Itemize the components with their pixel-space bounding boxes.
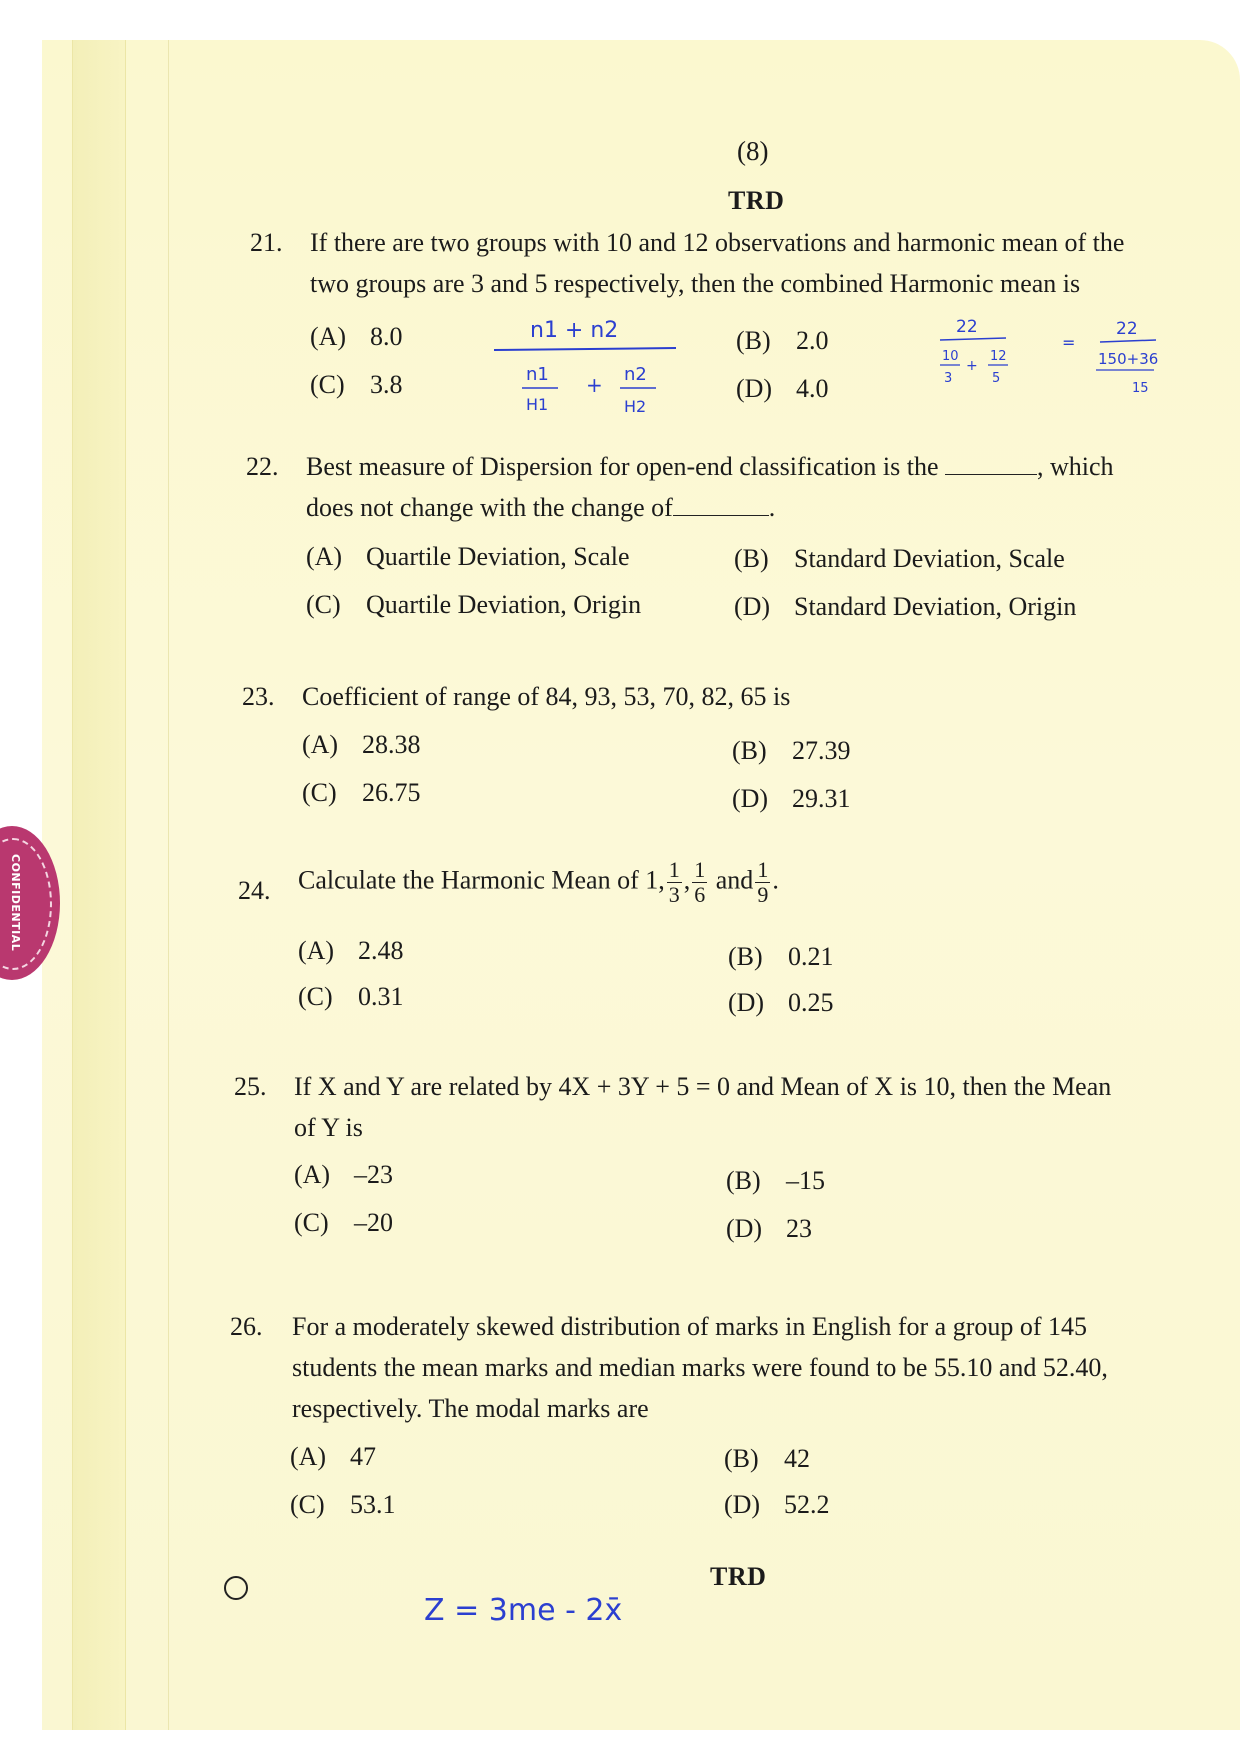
option-letter: (C): [290, 1490, 325, 1519]
option-letter: (D): [724, 1490, 761, 1519]
option-b[interactable]: [724, 1438, 810, 1479]
option-a[interactable]: [302, 724, 421, 765]
option-letter: (B): [736, 326, 771, 355]
stem-text: , which: [1037, 452, 1114, 481]
option-letter: (D): [726, 1214, 763, 1243]
option-b[interactable]: [736, 320, 829, 361]
option-letter: (A): [310, 322, 347, 351]
option-letter: (B): [732, 736, 767, 765]
option-d[interactable]: [724, 1484, 830, 1525]
option-text: 4.0: [796, 374, 829, 403]
option-letter: (C): [310, 370, 345, 399]
question-stem: [298, 858, 1228, 907]
stem-line: students the mean marks and median marks were found to be 55.10 and 52.40,: [292, 1353, 1108, 1382]
question-stem: [310, 222, 1240, 304]
option-c[interactable]: [302, 772, 421, 813]
hw-term: 5: [992, 371, 1001, 386]
option-d[interactable]: [734, 586, 1076, 627]
fraction-denominator: 9: [757, 882, 769, 907]
option-text: 29.31: [792, 784, 851, 813]
stem-line: Coefficient of range of 84, 93, 53, 70, 82, 65 is: [302, 682, 791, 711]
answer-blank: [673, 489, 769, 516]
option-letter: (C): [306, 590, 341, 619]
option-text: 0.21: [788, 942, 834, 971]
option-letter: (B): [724, 1444, 759, 1473]
stem-text: does not change with the change of: [306, 493, 673, 522]
option-d[interactable]: [726, 1208, 812, 1249]
paper-code-bottom: TRD: [710, 1562, 767, 1591]
option-letter: (A): [302, 730, 339, 759]
option-c[interactable]: [306, 584, 641, 625]
option-text: 53.1: [350, 1490, 396, 1519]
option-a[interactable]: [290, 1436, 376, 1477]
handwritten-formula: [480, 310, 690, 420]
stem-text: Best measure of Dispersion for open-end classification is the: [306, 452, 939, 481]
option-letter: (B): [728, 942, 763, 971]
fraction: [692, 858, 707, 907]
stem-text: .: [772, 865, 779, 895]
option-text: 0.31: [358, 982, 404, 1011]
stem-text: Calculate the Harmonic Mean of 1,: [298, 865, 665, 895]
circle-mark: [224, 1576, 248, 1600]
hw-plus: +: [966, 358, 978, 374]
question-stem: [294, 1066, 1224, 1148]
option-b[interactable]: [734, 538, 1065, 579]
hw-term: 15: [1132, 381, 1149, 396]
option-letter: (B): [734, 544, 769, 573]
question-number: 24.: [238, 876, 271, 905]
option-letter: (D): [734, 592, 771, 621]
option-text: 47: [350, 1442, 376, 1471]
page-number: (8): [737, 136, 769, 166]
option-b[interactable]: [726, 1160, 825, 1201]
option-d[interactable]: [728, 982, 834, 1023]
option-d[interactable]: [732, 778, 851, 819]
option-text: 27.39: [792, 736, 851, 765]
option-d[interactable]: [736, 368, 829, 409]
question-stem: [292, 1306, 1222, 1429]
option-text: Standard Deviation, Origin: [794, 592, 1077, 621]
stem-line: For a moderately skewed distribution of marks in English for a group of 145: [292, 1312, 1088, 1341]
hw-term: 12: [990, 349, 1007, 364]
hw-equals: =: [1062, 333, 1076, 352]
option-text: 0.25: [788, 988, 834, 1017]
stem-line: [306, 487, 1236, 528]
stem-text: and: [715, 865, 754, 895]
hw-numerator: n1 + n2: [530, 318, 619, 343]
option-letter: (D): [728, 988, 765, 1017]
option-text: 8.0: [370, 322, 403, 351]
question-number: 21.: [250, 228, 283, 257]
hw-term: n1: [526, 364, 549, 385]
option-text: 52.2: [784, 1490, 830, 1519]
option-letter: (C): [298, 982, 333, 1011]
option-text: –20: [354, 1208, 393, 1237]
option-c[interactable]: [298, 976, 404, 1017]
question-number: 22.: [246, 452, 279, 481]
option-a[interactable]: [310, 316, 403, 357]
handwritten-note: [420, 1584, 680, 1634]
answer-blank: [945, 448, 1037, 475]
stem-line: respectively. The modal marks are: [292, 1394, 649, 1423]
margin-strip: [72, 40, 126, 1730]
stem-line: of Y is: [294, 1113, 363, 1142]
fraction-numerator: 1: [757, 857, 769, 882]
hw-term: 10: [942, 349, 959, 364]
hw-term: H1: [526, 395, 549, 414]
paper-code-top: TRD: [728, 186, 785, 215]
hw-term: n2: [624, 364, 647, 385]
stamp-label: CONFIDENTIAL: [9, 854, 22, 952]
option-text: Quartile Deviation, Scale: [366, 542, 630, 571]
fraction-denominator: 6: [694, 882, 706, 907]
question-stem: [302, 676, 1232, 717]
option-text: 26.75: [362, 778, 421, 807]
hw-term: 3: [944, 371, 953, 386]
option-a[interactable]: [294, 1154, 393, 1195]
option-a[interactable]: [306, 536, 630, 577]
option-text: 28.38: [362, 730, 421, 759]
option-c[interactable]: [310, 364, 403, 405]
question-stem: [306, 446, 1236, 528]
option-text: 3.8: [370, 370, 403, 399]
handwritten-calculation: [930, 312, 1160, 412]
option-text: –23: [354, 1160, 393, 1189]
stem-line: [298, 858, 1228, 907]
option-letter: (C): [302, 778, 337, 807]
option-letter: (D): [732, 784, 769, 813]
stem-text: ,: [683, 865, 691, 895]
option-letter: (A): [306, 542, 343, 571]
option-text: 42: [784, 1444, 810, 1473]
option-text: Standard Deviation, Scale: [794, 544, 1065, 573]
option-letter: (A): [294, 1160, 331, 1189]
option-letter: (B): [726, 1166, 761, 1195]
option-text: 23: [786, 1214, 812, 1243]
fraction-denominator: 3: [668, 882, 680, 907]
option-letter: (C): [294, 1208, 329, 1237]
hw-term: 150+36: [1098, 350, 1159, 368]
fraction-numerator: 1: [668, 857, 680, 882]
stem-line: If X and Y are related by 4X + 3Y + 5 = 0 and Mean of X is 10, then the Mean: [294, 1072, 1112, 1101]
fold-line: [168, 40, 169, 1730]
stem-text: .: [768, 493, 776, 522]
hw-term: 22: [956, 317, 978, 337]
stem-line: If there are two groups with 10 and 12 observations and harmonic mean of the: [310, 228, 1125, 257]
hw-plus: +: [586, 373, 603, 397]
stem-line: two groups are 3 and 5 respectively, then the combined Harmonic mean is: [310, 269, 1081, 298]
option-b[interactable]: [732, 730, 851, 771]
option-a[interactable]: [298, 930, 404, 971]
question-number: 23.: [242, 682, 275, 711]
question-number: 26.: [230, 1312, 263, 1341]
hw-note-text: Z = 3me - 2x̄: [424, 1593, 623, 1628]
option-text: –15: [786, 1166, 825, 1195]
option-c[interactable]: [290, 1484, 396, 1525]
fraction: [755, 858, 770, 907]
option-text: Quartile Deviation, Origin: [366, 590, 642, 619]
option-letter: (A): [298, 936, 335, 965]
fraction-numerator: 1: [694, 857, 706, 882]
hw-term: H2: [624, 397, 647, 416]
question-number: 25.: [234, 1072, 267, 1101]
option-letter: (D): [736, 374, 773, 403]
option-text: 2.0: [796, 326, 829, 355]
stem-line: [306, 446, 1236, 487]
option-b[interactable]: [728, 936, 834, 977]
option-letter: (A): [290, 1442, 327, 1471]
hw-term: 22: [1116, 319, 1138, 339]
option-text: 2.48: [358, 936, 404, 965]
fraction: [667, 858, 682, 907]
option-c[interactable]: [294, 1202, 393, 1243]
